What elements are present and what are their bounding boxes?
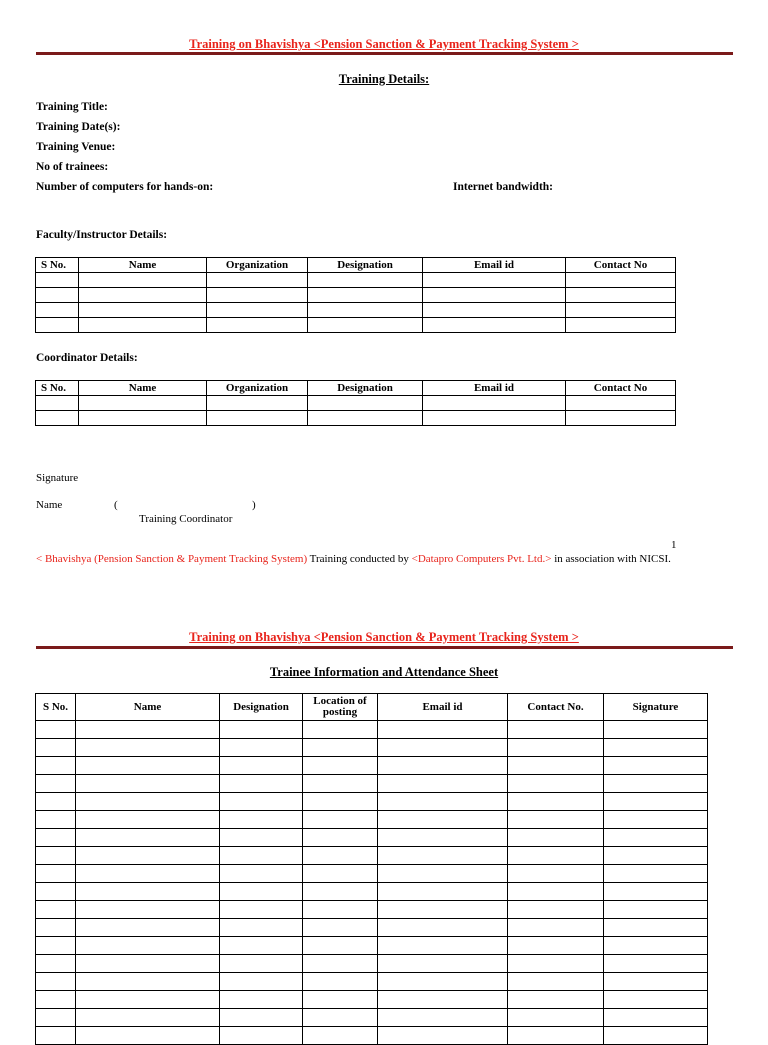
col-name: Name: [79, 258, 207, 273]
col-signature: Signature: [604, 694, 708, 721]
table-row: [36, 829, 708, 847]
col-contact: Contact No: [566, 258, 676, 273]
footer-conducted-by: Training conducted by: [307, 553, 412, 565]
training-details-title: Training Details:: [338, 72, 430, 86]
col-organization: Organization: [207, 258, 308, 273]
col-sno: S No.: [36, 694, 76, 721]
paren-open: (: [114, 499, 118, 511]
col-email: Email id: [423, 381, 566, 396]
footer-text: [36, 553, 671, 565]
table-row: [36, 883, 708, 901]
table-row: [36, 775, 708, 793]
faculty-table: [35, 257, 676, 333]
table-row: [36, 273, 676, 288]
coordinator-details-label: Coordinator Details:: [36, 352, 138, 364]
table-row: [36, 1027, 708, 1045]
table-row: [36, 865, 708, 883]
header-rule: [36, 52, 733, 55]
page-number: 1: [671, 539, 677, 551]
field-training-dates: Training Date(s):: [36, 121, 121, 133]
coordinator-role: Training Coordinator: [139, 513, 233, 525]
footer-system-name: < Bhavishya (Pension Sanction & Payment Tracking System): [36, 553, 308, 565]
attendance-table: [35, 693, 708, 1045]
col-location-of-posting: Location of posting: [303, 694, 378, 721]
paren-close: ): [252, 499, 256, 511]
table-row: [36, 811, 708, 829]
table-row: [36, 721, 708, 739]
footer-association: in association with NICSI.: [551, 553, 671, 565]
field-training-title: Training Title:: [36, 101, 108, 113]
page-header: Training on Bhavishya <Pension Sanction & Payment Tracking System >: [189, 37, 579, 51]
table-row: [36, 318, 676, 333]
table-row: [36, 847, 708, 865]
signature-label: Signature: [36, 472, 79, 484]
col-contact: Contact No.: [508, 694, 604, 721]
table-row: [36, 955, 708, 973]
col-sno: S No.: [36, 381, 79, 396]
table-row: [36, 396, 676, 411]
table-row: [36, 411, 676, 426]
field-training-venue: Training Venue:: [36, 141, 116, 153]
table-row: [36, 739, 708, 757]
field-no-of-trainees: No of trainees:: [36, 161, 109, 173]
footer-company: <Datapro Computers Pvt. Ltd.>: [411, 553, 552, 565]
table-row: [36, 303, 676, 318]
col-email: Email id: [423, 258, 566, 273]
col-designation: Designation: [308, 258, 423, 273]
table-row: [36, 288, 676, 303]
col-name: Name: [79, 381, 207, 396]
page2-header-rule: [36, 646, 733, 649]
table-row: [36, 919, 708, 937]
col-email: Email id: [378, 694, 508, 721]
table-row: [36, 793, 708, 811]
col-contact: Contact No: [566, 381, 676, 396]
col-sno: S No.: [36, 258, 79, 273]
table-row: [36, 973, 708, 991]
table-row: [36, 901, 708, 919]
table-row: [36, 757, 708, 775]
attendance-sheet-title: Trainee Information and Attendance Sheet: [269, 665, 499, 679]
coordinator-table: [35, 380, 676, 426]
col-designation: Designation: [308, 381, 423, 396]
col-designation: Designation: [220, 694, 303, 721]
page2-header: Training on Bhavishya <Pension Sanction & Payment Tracking System >: [189, 630, 579, 644]
field-internet-bandwidth: Internet bandwidth:: [453, 181, 554, 193]
table-row: [36, 937, 708, 955]
table-row: [36, 991, 708, 1009]
col-name: Name: [76, 694, 220, 721]
faculty-details-label: Faculty/Instructor Details:: [36, 229, 168, 241]
name-label: Name: [36, 499, 63, 511]
field-number-of-computers: Number of computers for hands-on:: [36, 181, 214, 193]
col-organization: Organization: [207, 381, 308, 396]
